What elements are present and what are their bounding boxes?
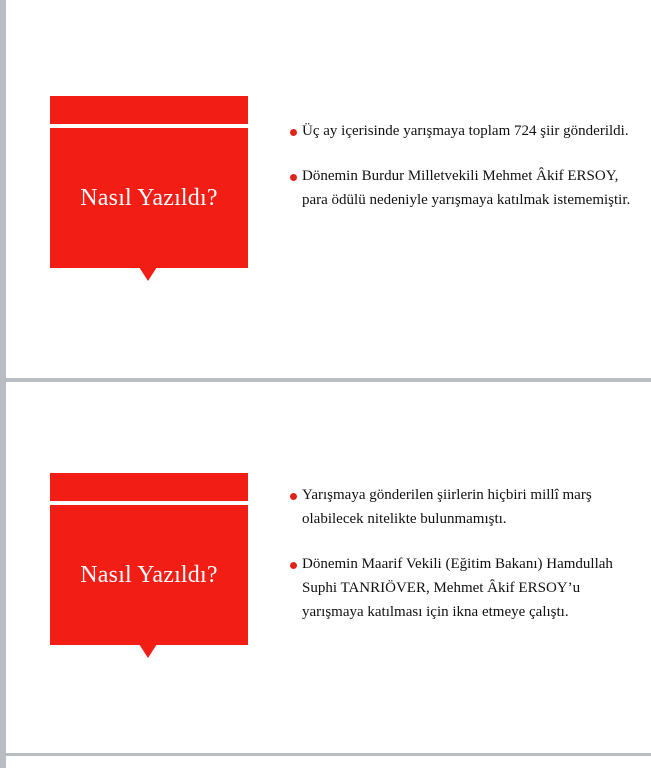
- bullet-dot-icon: [290, 129, 297, 136]
- slide-title: Nasıl Yazıldı?: [80, 184, 218, 211]
- bullet-dot-icon: [290, 174, 297, 181]
- title-box-main: [50, 505, 248, 645]
- bullet-text: Yarışmaya gönderilen şiirlerin hiçbiri millî marş olabilecek nitelikte bulunmamıştı.: [302, 487, 592, 527]
- callout-pointer: [139, 267, 157, 281]
- title-box: [50, 473, 248, 645]
- bullet-item: [290, 119, 640, 143]
- bullet-item: [290, 164, 640, 212]
- slide-2[interactable]: [6, 382, 651, 753]
- next-slide-edge: [6, 756, 651, 768]
- title-box-top-band: [50, 96, 248, 124]
- slide-title: Nasıl Yazıldı?: [80, 561, 218, 588]
- title-box: [50, 96, 248, 268]
- bullet-dot-icon: [290, 493, 297, 500]
- bullet-text: Dönemin Maarif Vekili (Eğitim Bakanı) Hamdullah Suphi TANRIÖVER, Mehmet Âkif ERSOY’u yarışmaya katılması için ikna etmeye çalıştı.: [302, 556, 613, 620]
- bullet-dot-icon: [290, 562, 297, 569]
- bullet-list: [290, 119, 640, 233]
- title-box-main: [50, 128, 248, 268]
- callout-pointer: [139, 644, 157, 658]
- title-box-top-band: [50, 473, 248, 501]
- slide-1[interactable]: [6, 0, 651, 378]
- bullet-item: [290, 552, 640, 624]
- bullet-list: [290, 483, 640, 645]
- bullet-item: [290, 483, 640, 531]
- bullet-text: Dönemin Burdur Milletvekili Mehmet Âkif ERSOY, para ödülü nedeniyle yarışmaya katılmak istememiştir.: [302, 168, 631, 208]
- bullet-text: Üç ay içerisinde yarışmaya toplam 724 şiir gönderildi.: [302, 123, 629, 139]
